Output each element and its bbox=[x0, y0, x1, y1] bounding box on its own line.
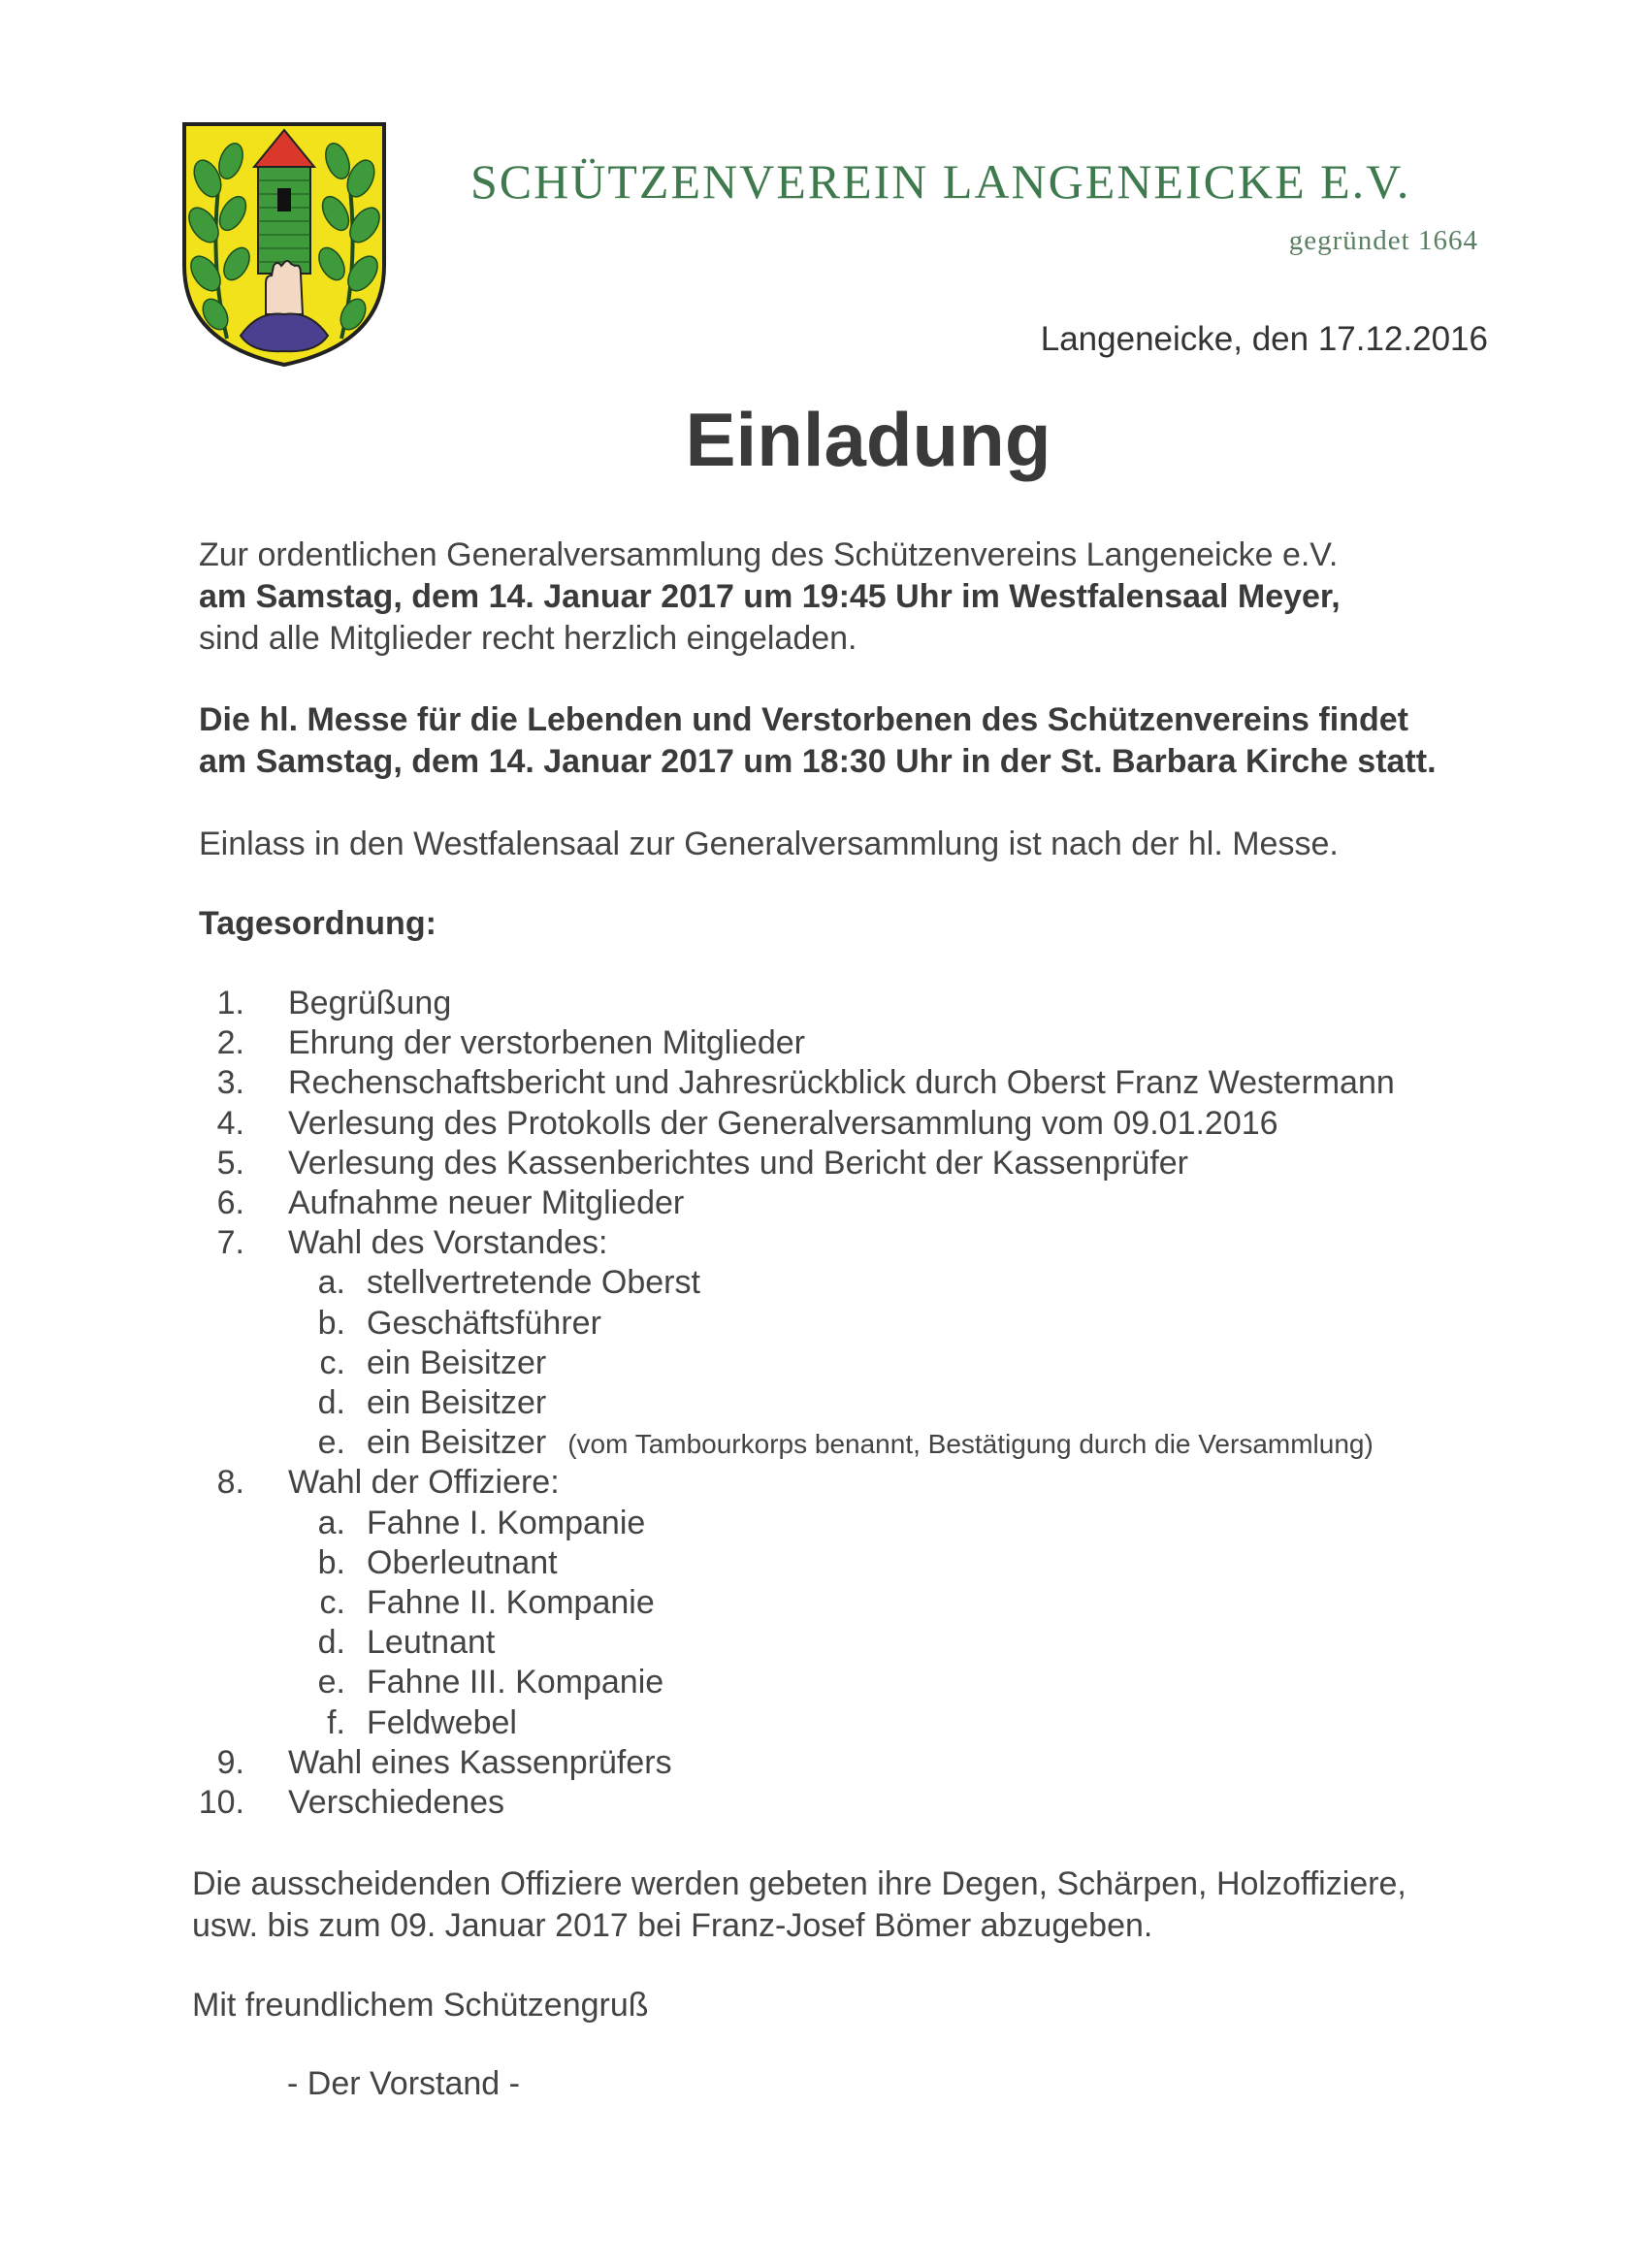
intro-paragraph bbox=[199, 535, 1341, 660]
founded-year: gegründet 1664 bbox=[1288, 225, 1478, 256]
agenda-item-number: 4. bbox=[216, 1104, 244, 1142]
agenda-item-text: stellvertretende Oberst bbox=[367, 1264, 700, 1302]
agenda-item-text: Leutnant bbox=[367, 1624, 496, 1662]
agenda-item-number: 5. bbox=[216, 1144, 244, 1182]
officers-note bbox=[192, 1863, 1406, 1947]
agenda-item-number: 2. bbox=[216, 1024, 244, 1062]
intro-line: sind alle Mitglieder recht herzlich eingeladen. bbox=[199, 620, 857, 657]
mass-paragraph bbox=[199, 699, 1437, 783]
agenda-item-text: Verlesung des Kassenberichtes und Bericht der Kassenprüfer bbox=[288, 1144, 1188, 1182]
mass-datetime: am Samstag, dem 14. Januar 2017 um 18:30 Uhr in der St. Barbara Kirche statt. bbox=[199, 743, 1437, 780]
greeting: Mit freundlichem Schützengruß bbox=[192, 1987, 649, 2024]
agenda-item-number: 7. bbox=[216, 1224, 244, 1262]
agenda-item-text: Fahne II. Kompanie bbox=[367, 1584, 655, 1621]
agenda-item-number: d. bbox=[317, 1624, 345, 1662]
agenda-item-number: 9. bbox=[216, 1743, 244, 1781]
agenda-item-number: 6. bbox=[216, 1184, 244, 1221]
agenda-item-number: b. bbox=[317, 1543, 345, 1581]
agenda-item-text: Verschiedenes bbox=[288, 1784, 505, 1821]
agenda-item-text: Aufnahme neuer Mitglieder bbox=[288, 1184, 685, 1221]
meeting-datetime: am Samstag, dem 14. Januar 2017 um 19:45 Uhr im Westfalensaal Meyer, bbox=[199, 578, 1341, 615]
agenda-item-number: b. bbox=[317, 1304, 345, 1342]
agenda-item-text: Ehrung der verstorbenen Mitglieder bbox=[288, 1024, 805, 1062]
signature: - Der Vorstand - bbox=[287, 2065, 520, 2102]
agenda-item-number: d. bbox=[317, 1384, 345, 1421]
agenda-item-number: 8. bbox=[216, 1464, 244, 1502]
officers-note-line: usw. bis zum 09. Januar 2017 bei Franz-Josef Bömer abzugeben. bbox=[192, 1907, 1153, 1944]
agenda-item-text: Rechenschaftsbericht und Jahresrückblick durch Oberst Franz Westermann bbox=[288, 1064, 1395, 1102]
agenda-item-text: ein Beisitzer bbox=[367, 1384, 547, 1421]
agenda-item-text bbox=[367, 1424, 1374, 1462]
coat-of-arms-logo bbox=[180, 120, 388, 369]
agenda-item-text: Verlesung des Protokolls der Generalversammlung vom 09.01.2016 bbox=[288, 1104, 1278, 1142]
agenda-item-text: Oberleutnant bbox=[367, 1543, 558, 1581]
mass-line: Die hl. Messe für die Lebenden und Verstorbenen des Schützenvereins findet bbox=[199, 701, 1408, 738]
agenda-item-text-value: ein Beisitzer bbox=[367, 1424, 547, 1462]
organization-name: SCHÜTZENVEREIN LANGENEICKE E.V. bbox=[470, 154, 1411, 209]
agenda-item-number: e. bbox=[317, 1424, 345, 1462]
agenda-item-text: Wahl eines Kassenprüfers bbox=[288, 1743, 672, 1781]
agenda-item-note: (vom Tambourkorps benannt, Bestätigung durch die Versammlung) bbox=[567, 1429, 1374, 1460]
agenda-item-text: Begrüßung bbox=[288, 985, 452, 1021]
agenda-item-number: c. bbox=[319, 1584, 345, 1621]
page-title: Einladung bbox=[685, 397, 1051, 482]
agenda-item-number: a. bbox=[317, 1264, 345, 1302]
agenda-item-number: a. bbox=[317, 1504, 345, 1541]
agenda-item-number: c. bbox=[319, 1344, 345, 1381]
agenda-item-number: 10. bbox=[198, 1784, 244, 1821]
officers-note-line: Die ausscheidenden Offiziere werden gebeten ihre Degen, Schärpen, Holzoffiziere, bbox=[192, 1865, 1406, 1902]
date-line: Langeneicke, den 17.12.2016 bbox=[1040, 320, 1488, 358]
agenda-item-text: Feldwebel bbox=[367, 1703, 517, 1741]
agenda-item-number: f. bbox=[327, 1703, 345, 1741]
agenda-item-number: 3. bbox=[216, 1064, 244, 1102]
agenda-heading: Tagesordnung: bbox=[199, 905, 436, 942]
agenda-item-text: Wahl der Offiziere: bbox=[288, 1464, 560, 1502]
agenda-item-text: Fahne III. Kompanie bbox=[367, 1664, 664, 1701]
agenda-item-text: ein Beisitzer bbox=[367, 1344, 547, 1381]
agenda-item-number: 1. bbox=[216, 985, 244, 1021]
intro-line: Zur ordentlichen Generalversammlung des Schützenvereins Langeneicke e.V. bbox=[199, 536, 1339, 573]
agenda-item-text: Wahl des Vorstandes: bbox=[288, 1224, 608, 1262]
agenda-item-number: e. bbox=[317, 1664, 345, 1701]
admission-note: Einlass in den Westfalensaal zur Generalversammlung ist nach der hl. Messe. bbox=[199, 826, 1339, 862]
agenda-item-text: Fahne I. Kompanie bbox=[367, 1504, 646, 1541]
agenda-item-text: Geschäftsführer bbox=[367, 1304, 601, 1342]
